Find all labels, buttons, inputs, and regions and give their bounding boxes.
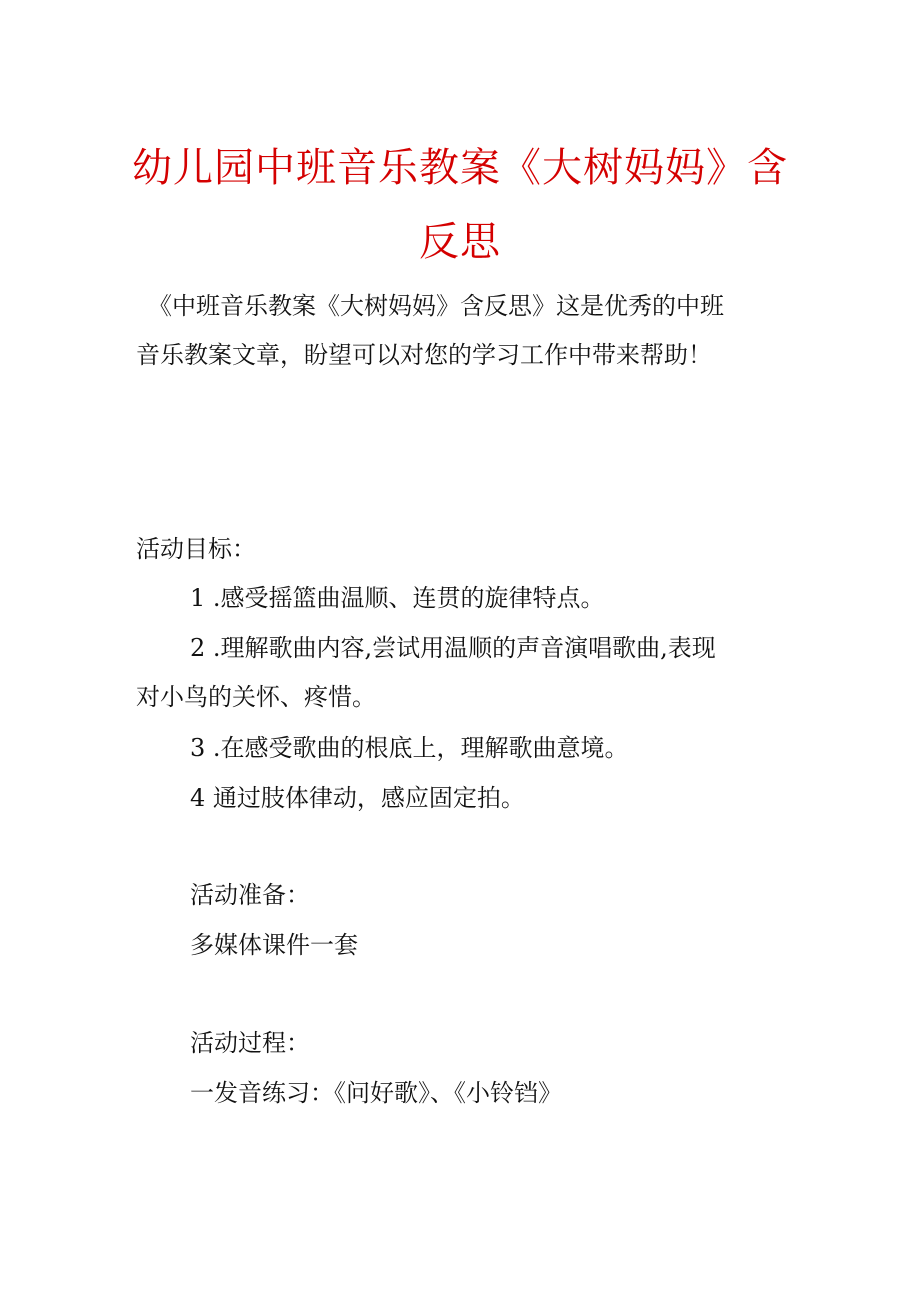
document-title-line-1: 幼儿园中班音乐教案《大树妈妈》含 bbox=[132, 145, 788, 191]
goal-item-2-line-1: 2 .理解歌曲内容,尝试用温顺的声音演唱歌曲,表现 bbox=[190, 634, 716, 662]
process-heading: 活动过程： bbox=[190, 1029, 310, 1057]
intro-line-1: 《中班音乐教案《大树妈妈》含反思》这是优秀的中班 bbox=[148, 292, 724, 320]
preparation-content: 多媒体课件一套 bbox=[190, 931, 358, 959]
goals-heading: 活动目标： bbox=[136, 535, 256, 563]
goal-item-1: 1 .感受摇篮曲温顺、连贯的旋律特点。 bbox=[190, 584, 605, 612]
intro-line-2: 音乐教案文章，盼望可以对您的学习工作中带来帮助！ bbox=[136, 341, 712, 369]
goal-item-3: 3 .在感受歌曲的根底上，理解歌曲意境。 bbox=[190, 734, 629, 762]
preparation-heading: 活动准备： bbox=[190, 881, 310, 909]
process-step-1: 一发音练习：《问好歌》、《小铃铛》 bbox=[190, 1079, 562, 1107]
document-title-line-2: 反思 bbox=[419, 219, 501, 265]
goal-item-4: 4 通过肢体律动，感应固定拍。 bbox=[190, 784, 525, 812]
goal-item-2-line-2: 对小鸟的关怀、疼惜。 bbox=[136, 683, 376, 711]
